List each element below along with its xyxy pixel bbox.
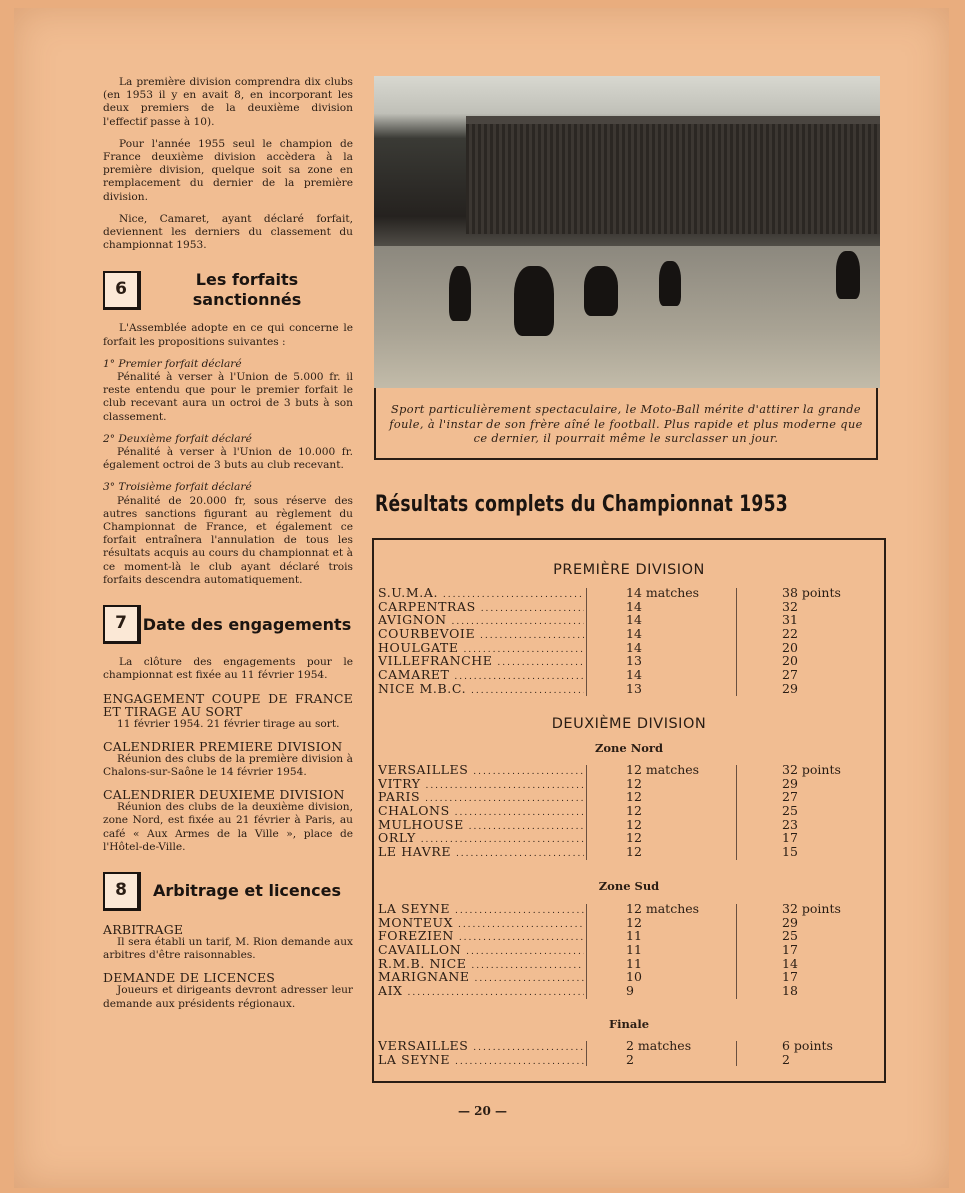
page-number: — 20 — bbox=[457, 1104, 508, 1118]
points-value: 17 bbox=[782, 942, 798, 958]
rider bbox=[449, 266, 471, 321]
results-title: Résultats complets du Championnat 1953 bbox=[375, 492, 788, 517]
item-body: Joueurs et dirigeants devront adresser leur demande aux présidents régionaux. bbox=[103, 984, 353, 1010]
matches-value: 12 matches bbox=[626, 901, 700, 916]
team-name: ORLY ..... bbox=[378, 831, 584, 848]
points-value: 15 bbox=[782, 844, 798, 860]
matches-value: 12 matches bbox=[626, 762, 700, 777]
team-name: LA SEYNE ..... bbox=[378, 902, 584, 919]
points-value: 27 bbox=[782, 667, 798, 683]
item-title: ARBITRAGE bbox=[103, 921, 184, 937]
points-value: 32 points bbox=[782, 901, 841, 916]
points-value: 18 bbox=[782, 983, 798, 999]
team-name: AVIGNON ..... bbox=[378, 613, 584, 630]
team-name: CHALONS ..... bbox=[378, 804, 584, 821]
matches-value: 14 matches bbox=[626, 585, 700, 600]
item-body: Réunion des clubs de la deuxième division, zone Nord, est fixée au 21 février à Paris, au café « Aux Armes de la Ville », place de l'Hôtel-de-Ville. bbox=[103, 801, 353, 853]
points-value: 23 bbox=[782, 816, 798, 832]
result-row bbox=[378, 763, 884, 777]
result-row bbox=[378, 929, 884, 943]
points-value: 20 bbox=[782, 653, 798, 669]
result-row bbox=[378, 790, 884, 804]
matches-value: 13 bbox=[626, 653, 642, 669]
item-body: Pénalité à verser à l'Union de 10.000 fr. également octroi de 3 buts au club recevant. bbox=[103, 446, 353, 472]
result-row bbox=[378, 831, 884, 845]
stadium-stand bbox=[466, 116, 880, 234]
points-value: 31 bbox=[782, 612, 798, 628]
section-title: Date des engagements bbox=[142, 614, 352, 634]
section-title: Les forfaits sanctionnés bbox=[192, 270, 302, 310]
result-row bbox=[378, 654, 884, 668]
result-row bbox=[378, 586, 884, 600]
team-name: LA SEYNE ..... bbox=[378, 1053, 584, 1070]
section-intro: L'Assemblée adopte en ce qui concerne le forfait les propositions suivantes : bbox=[103, 322, 353, 348]
column-divider bbox=[736, 1041, 737, 1066]
rider bbox=[584, 266, 618, 316]
result-row bbox=[378, 804, 884, 818]
photo-caption: Sport particulièrement spectaculaire, le Moto-Ball mérite d'attirer la grande foule, à l'instar de son frère aîné le football. Plus rapide et plus moderne que ce dernier, il pourrait même le surclasser un jour. bbox=[374, 388, 878, 460]
matches-value: 11 bbox=[626, 955, 642, 971]
result-row bbox=[378, 641, 884, 655]
points-value: 17 bbox=[782, 969, 798, 985]
section-number: 7 bbox=[103, 605, 141, 644]
team-name: CAVAILLON ..... bbox=[378, 943, 584, 960]
item-title: CALENDRIER DEUXIEME DIVISION bbox=[103, 787, 345, 803]
result-row bbox=[378, 600, 884, 614]
points-value: 29 bbox=[782, 914, 798, 930]
result-row bbox=[378, 984, 884, 998]
section-8-header bbox=[103, 872, 353, 911]
result-row bbox=[378, 1053, 884, 1067]
matches-value: 13 bbox=[626, 680, 642, 696]
matches-value: 11 bbox=[626, 928, 642, 944]
column-divider bbox=[586, 1041, 587, 1066]
result-row bbox=[378, 668, 884, 682]
item-title: 2° Deuxième forfait déclaré bbox=[103, 432, 252, 445]
left-column bbox=[103, 76, 353, 1020]
points-value: 29 bbox=[782, 680, 798, 696]
matches-value: 12 bbox=[626, 914, 642, 930]
zone-sud-table bbox=[378, 902, 884, 998]
matches-value: 12 bbox=[626, 830, 642, 846]
item-title: ENGAGEMENT COUPE DE FRANCE ET TIRAGE AU SORT bbox=[103, 690, 353, 719]
rider bbox=[659, 261, 681, 306]
item-body: 11 février 1954. 21 février tirage au sort. bbox=[117, 717, 340, 730]
result-row bbox=[378, 916, 884, 930]
result-row bbox=[378, 902, 884, 916]
intro-paragraph: La première division comprendra dix clubs (en 1953 il y en avait 8, en incorporant les deux premiers de la deuxième division l'effectif passe à 10). bbox=[103, 76, 353, 128]
matches-value: 11 bbox=[626, 942, 642, 958]
item-body: Réunion des clubs de la première division à Chalons-sur-Saône le 14 février 1954. bbox=[103, 752, 353, 778]
team-name: MARIGNANE ..... bbox=[378, 970, 584, 987]
second-division-title: DEUXIÈME DIVISION bbox=[551, 716, 707, 732]
item-title: DEMANDE DE LICENCES bbox=[103, 970, 276, 986]
team-name: R.M.B. NICE ..... bbox=[378, 957, 584, 974]
zone-nord-table bbox=[378, 763, 884, 859]
points-value: 32 points bbox=[782, 762, 841, 777]
item-body: Pénalité de 20.000 fr, sous réserve des autres sanctions figurant au règlement du Championnat de France, et également ce forfait entraînera l'annulation de tous les résultats acquis au cours du championnat et à ce moment-là le club ayant déclaré trois forfaits descendra automatiquement. bbox=[103, 494, 353, 586]
intro-paragraph: Nice, Camaret, ayant déclaré forfait, deviennent les derniers du classement du championnat 1953. bbox=[103, 212, 353, 252]
matches-value: 14 bbox=[626, 598, 642, 614]
team-name: VITRY ..... bbox=[378, 777, 584, 794]
column-divider bbox=[586, 765, 587, 860]
team-name: VILLEFRANCHE ..... bbox=[378, 654, 584, 671]
result-row bbox=[378, 943, 884, 957]
item-body: Il sera établi un tarif, M. Rion demande aux arbitres d'être raisonnables. bbox=[103, 935, 353, 962]
column-divider bbox=[736, 904, 737, 999]
section-6-header bbox=[103, 270, 353, 310]
points-value: 38 points bbox=[782, 585, 841, 600]
points-value: 17 bbox=[782, 830, 798, 846]
matches-value: 10 bbox=[626, 969, 642, 985]
item-title: 1° Premier forfait déclaré bbox=[103, 357, 242, 370]
matches-value: 2 bbox=[626, 1051, 634, 1067]
team-name: VERSAILLES ..... bbox=[378, 1039, 584, 1056]
points-value: 2 bbox=[782, 1051, 790, 1067]
zone-nord-title: Zone Nord bbox=[594, 741, 664, 755]
result-row bbox=[378, 957, 884, 971]
section-7-header bbox=[103, 605, 353, 644]
finale-table bbox=[378, 1039, 884, 1066]
zone-sud-title: Zone Sud bbox=[598, 879, 660, 893]
points-value: 25 bbox=[782, 928, 798, 944]
results-box bbox=[372, 538, 886, 1083]
points-value: 22 bbox=[782, 626, 798, 642]
first-division-table bbox=[378, 586, 884, 696]
team-name: VERSAILLES ..... bbox=[378, 763, 584, 780]
item-title: 3° Troisième forfait déclaré bbox=[103, 481, 252, 494]
matches-value: 12 bbox=[626, 816, 642, 832]
finale-title: Finale bbox=[608, 1017, 650, 1031]
result-row bbox=[378, 1039, 884, 1053]
column-divider bbox=[736, 765, 737, 860]
result-row bbox=[378, 627, 884, 641]
moto-ball-photo bbox=[374, 76, 880, 388]
rider bbox=[836, 251, 860, 299]
rider bbox=[514, 266, 554, 336]
matches-value: 2 matches bbox=[626, 1038, 692, 1053]
points-value: 6 points bbox=[782, 1038, 833, 1053]
team-name: CAMARET ..... bbox=[378, 668, 584, 685]
team-name: PARIS ..... bbox=[378, 790, 584, 807]
first-division-title: PREMIÈRE DIVISION bbox=[553, 562, 705, 578]
points-value: 29 bbox=[782, 775, 798, 791]
item-body: Pénalité à verser à l'Union de 5.000 fr. il reste entendu que pour le premier forfait le club recevant aura un octroi de 3 buts à son classement. bbox=[103, 371, 353, 423]
column-divider bbox=[736, 588, 737, 696]
points-value: 14 bbox=[782, 955, 798, 971]
team-name: HOULGATE ..... bbox=[378, 641, 584, 658]
points-value: 32 bbox=[782, 598, 798, 614]
column-divider bbox=[586, 588, 587, 696]
result-row bbox=[378, 613, 884, 627]
matches-value: 12 bbox=[626, 789, 642, 805]
matches-value: 9 bbox=[626, 983, 634, 999]
team-name: FOREZIEN ..... bbox=[378, 929, 584, 946]
result-row bbox=[378, 818, 884, 832]
intro-paragraph: Pour l'année 1955 seul le champion de France deuxième division accèdera à la première division, quelque soit sa zone en remplacement du dernier de la première division. bbox=[103, 137, 353, 203]
section-intro: La clôture des engagements pour le championnat est fixée au 11 février 1954. bbox=[103, 656, 353, 682]
team-name: AIX ..... bbox=[378, 984, 584, 1001]
team-name: LE HAVRE ..... bbox=[378, 845, 584, 862]
matches-value: 12 bbox=[626, 775, 642, 791]
team-name: S.U.M.A. ..... bbox=[378, 586, 584, 603]
matches-value: 12 bbox=[626, 844, 642, 860]
result-row bbox=[378, 970, 884, 984]
matches-value: 14 bbox=[626, 612, 642, 628]
points-value: 27 bbox=[782, 789, 798, 805]
matches-value: 12 bbox=[626, 803, 642, 819]
item-title: CALENDRIER PREMIERE DIVISION bbox=[103, 738, 343, 754]
matches-value: 14 bbox=[626, 667, 642, 683]
column-divider bbox=[586, 904, 587, 999]
team-name: NICE M.B.C. ..... bbox=[378, 682, 584, 699]
team-name: MONTEUX ..... bbox=[378, 916, 584, 933]
points-value: 25 bbox=[782, 803, 798, 819]
result-row bbox=[378, 682, 884, 696]
matches-value: 14 bbox=[626, 626, 642, 642]
team-name: CARPENTRAS ..... bbox=[378, 600, 584, 617]
section-number: 8 bbox=[103, 872, 141, 911]
section-number: 6 bbox=[103, 271, 141, 310]
team-name: MULHOUSE ..... bbox=[378, 818, 584, 835]
matches-value: 14 bbox=[626, 639, 642, 655]
result-row bbox=[378, 845, 884, 859]
section-title: Arbitrage et licences bbox=[152, 881, 342, 901]
result-row bbox=[378, 777, 884, 791]
team-name: COURBEVOIE ..... bbox=[378, 627, 584, 644]
points-value: 20 bbox=[782, 639, 798, 655]
